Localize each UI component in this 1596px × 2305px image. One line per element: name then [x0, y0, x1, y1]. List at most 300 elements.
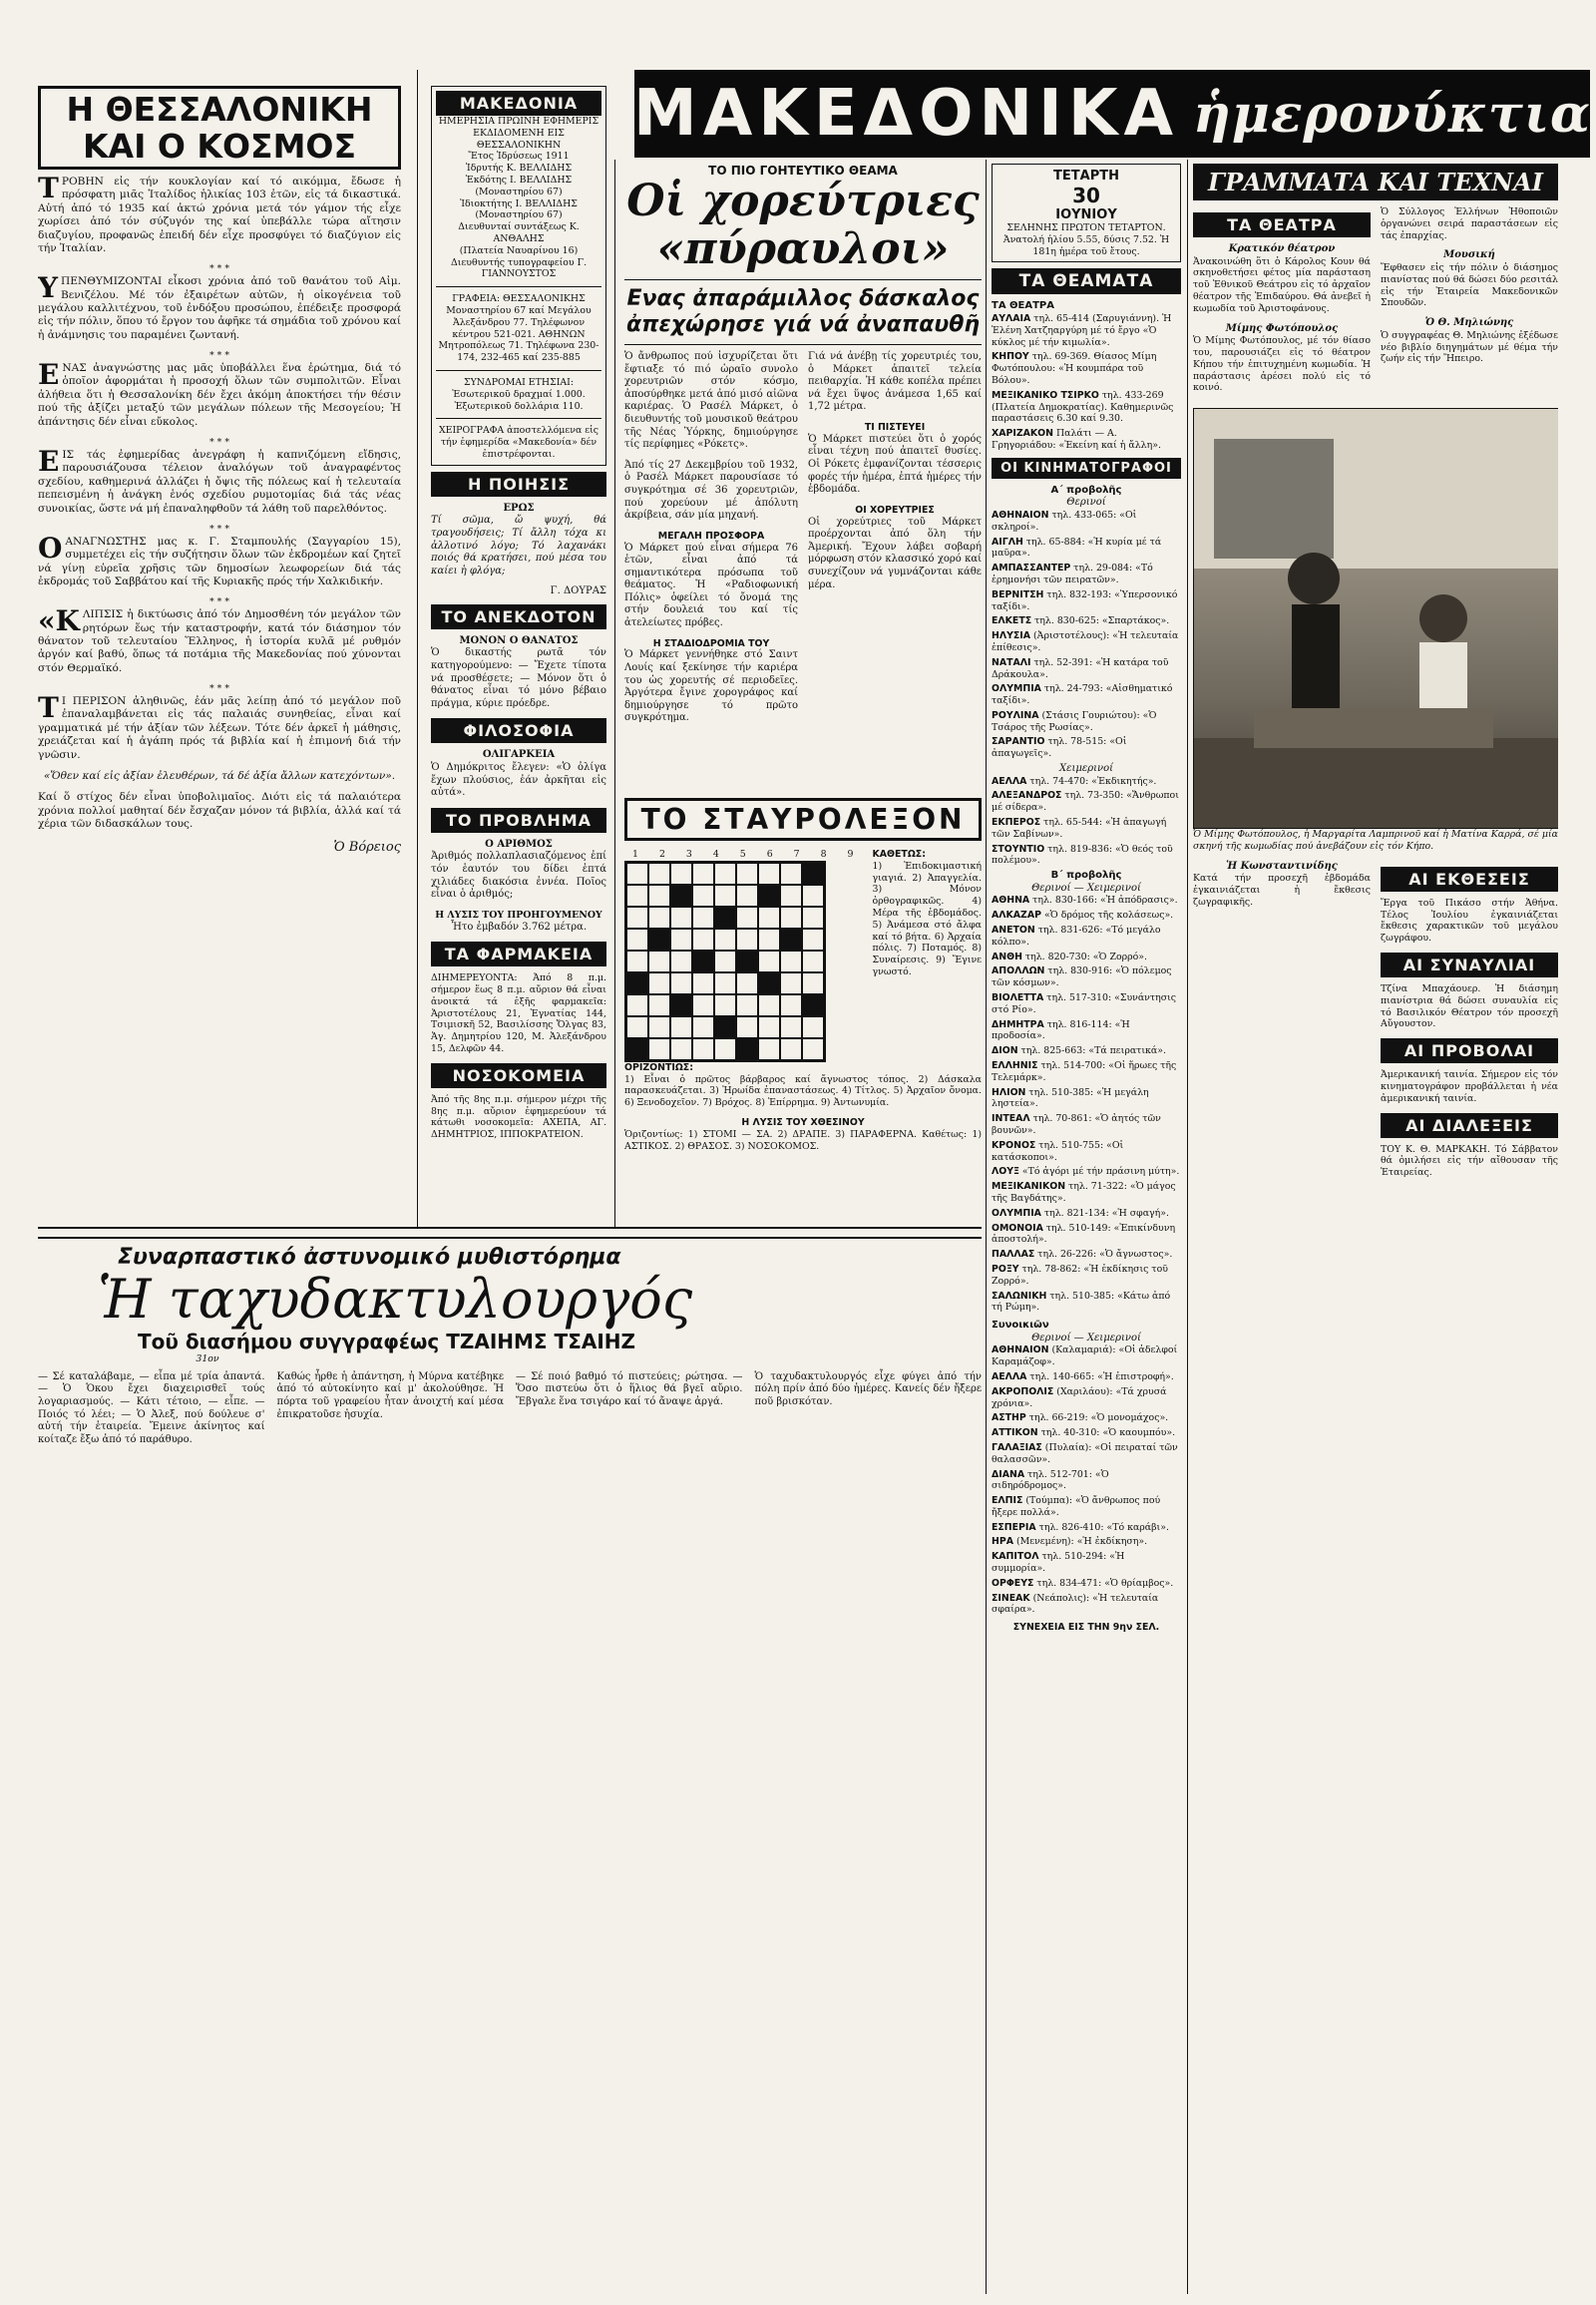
expo-text: Ἔργα τοῦ Πικάσο στήν Ἀθήνα. Τέλος Ἰουλίου ἐγκαινιάζεται ἔκθεσις χαρακτικῶν τοῦ μεγάλου ζωγράφου. [1381, 897, 1558, 945]
crossword-cell [802, 994, 824, 1016]
listing-name: ΟΜΟΝΟΙΑ [992, 1222, 1043, 1234]
crossword-cell [670, 972, 692, 994]
article-paragraph: ΤΙ ΠΕΡΙΣΟΝ ἀληθινῶς, ἐάν μᾶς λείπῃ ἀπό τό μεγάλον ποῦ ἐπαναλαμβάνεται εἰς τάς παλαιάς συνηθείας, εἶναι καί γραμματικά μέ τήν ἀξίαν τῶν λέξεων. Τότε δέν ἀρκεῖ ἡ μάθησις, χρειάζεται καί ἡ ἀγάπη πρός τά βιβλία καί ἡ ἐπιμονή διά τήν γνῶσιν. [38, 690, 401, 761]
crossword-cell [714, 885, 736, 907]
listing-name: ΡΟΥΛΙΝΑ [992, 709, 1039, 721]
concerts-title: ΑΙ ΣΥΝΑΥΛΙΑΙ [1381, 953, 1558, 977]
crossword-cell [736, 907, 758, 929]
listing-name: ΟΛΥΜΠΙΑ [992, 1207, 1041, 1219]
listing-text: τηλ. 832-193: «Ὑπερσονικό ταξίδι». [992, 588, 1178, 612]
crossword-cell [714, 929, 736, 951]
listing-text: τηλ. 825-663: «Τά πειρατικά». [1017, 1045, 1166, 1057]
listing-entry [992, 630, 1181, 654]
philosophy-subtitle: ΟΛΙΓΑΡΚΕΙΑ [482, 749, 556, 761]
listing-text: τηλ. 510-755: «Οἱ κατάσκοποι». [992, 1139, 1124, 1163]
listing-name: ΙΝΤΕΑΛ [992, 1113, 1030, 1125]
feature-paragraph: Ὁ Μάρκετ γεννήθηκε στό Σαιντ Λουίς καί ξεκίνησε τήν καριέρα του ὡς χορευτής σέ περιοδεῖες. Ἀργότερα ἔγινε χορογράφος καί δημιούργησε τό πρῶτο συγκρότημα. [624, 649, 798, 724]
painter-subtitle: Ἡ Κωνσταντινίδης [1226, 860, 1338, 872]
crossword-cell [758, 929, 780, 951]
crossword-cell [758, 1038, 780, 1060]
pharmacy-title: ΤΑ ΦΑΡΜΑΚΕΙΑ [431, 942, 606, 966]
listing-entry [992, 710, 1181, 734]
listing-entry [992, 1495, 1181, 1519]
listing-name: ΕΚΠΕΡΟΣ [992, 817, 1041, 829]
cinema-second-list [992, 895, 1181, 1314]
feature-paragraph: Ὁ Μάρκετ πού εἶναι σήμερα 76 ἐτῶν, εἶναι ἀπό τά σημαντικότερα πρόσωπα τοῦ θεάματος. Ἡ «Ραδιοφωνική Πόλις» ὀφείλει τό ὄνομά της στήν δουλειά του καί τίς ἀτελείωτες πρόβες. [624, 542, 798, 629]
crossword-cell [626, 972, 648, 994]
crossword-cell [758, 907, 780, 929]
listing-entry [992, 776, 1181, 788]
feature-paragraph: Ὁ Μάρκετ πιστεύει ὅτι ὁ χορός εἶναι τέχνη πού ἀπαιτεῖ θυσίες. Οἱ Ρόκετς ἐμφανίζονται τέσσερις φορές τήν ἡμέρα, ἐπτά ἡμέρες τήν ἑβδομάδα. [808, 433, 982, 496]
date-month: ΙΟΥΝΙΟΥ [1055, 207, 1117, 222]
philosophy-title: ΦΙΛΟΣΟΦΙΑ [431, 718, 606, 743]
shows-column [992, 164, 1181, 2298]
vertical-clues: 1) Ἐπιδοκιμαστική γιαγιά. 2) Ἀπαγγελία. 3) Μόνον ὀρθογραφικῶς. 4) Μέρα τῆς ἑβδομάδος. 5) Ἀνάμεσα στό ἄλφα καί τό βήτα. 6) Ἀρχαία πόλις. 7) Ποταμός. 8) Συναίρεσις. 9) Ἔγινε γνωστό. [872, 860, 982, 977]
makonis-subtitle: Ὁ Θ. Μηλιώνης [1424, 317, 1514, 329]
theatre-list [992, 313, 1181, 452]
crossword-cell [802, 1038, 824, 1060]
poem-author: Γ. ΔΟΥΡΑΣ [550, 585, 606, 597]
screenings-text: Ἀμερικανική ταινία. Σήμερον εἰς τόν κινηματογράφον προβάλλεται ἡ νέα ἀμερικανική ταινία. [1381, 1069, 1558, 1104]
listing-text: τηλ. 512-701: «Ὁ σιδηρόδρομος». [992, 1468, 1109, 1492]
listing-entry [992, 736, 1181, 760]
listing-entry [992, 1522, 1181, 1534]
listing-text: τηλ. 826-410: «Τό καράβι». [1035, 1521, 1169, 1533]
separator-stars: * * * [208, 596, 230, 608]
listing-text: τηλ. 70-861: «Ὁ ἀητός τῶν βουνῶν». [992, 1113, 1161, 1136]
feature-paragraph: Ὁ ἄνθρωπος πού ἰσχυρίζεται ὅτι ἔφτιαξε τό πιό ὡραῖο συνολο χορευτριῶν στόν κόσμο, ἀποσύρθηκε μετά ἀπό μισό αἰῶνα καριέρας. Ὁ Ρασέλ Μάρκετ, ὁ διευθυντής τοῦ μουσικοῦ θεάτρου τῆς Νέας Ὑόρκης, δημιούργησε τίς περίφημες «Ρόκετς». [624, 351, 798, 451]
crossword-cell [780, 994, 802, 1016]
listing-text: τηλ. 819-836: «Ὁ θεός τοῦ πολέμου». [992, 843, 1173, 867]
horizontal-label: ΟΡΙΖΟΝΤΙΩΣ: [624, 1061, 693, 1073]
theatre-photo-illustration [1194, 409, 1558, 828]
listing-text: τηλ. 834-471: «Ὁ θρίαμβος». [1033, 1577, 1174, 1589]
listing-name: ΣΑΡΑΝΤΙΟ [992, 736, 1045, 748]
feature-article [624, 164, 982, 787]
crossword-cell [648, 1038, 670, 1060]
novel-section [38, 1231, 982, 2298]
listing-name: ΒΙΟΛΕΤΤΑ [992, 992, 1044, 1004]
crossword-cell [780, 1016, 802, 1038]
listing-name: ΣΤΟΥΝΤΙΟ [992, 843, 1045, 855]
listing-entry [992, 1166, 1181, 1178]
listing-name: ΑΠΟΛΛΩΝ [992, 965, 1045, 977]
crossword-cell [714, 994, 736, 1016]
crossword-cell [736, 972, 758, 994]
first-run-label: Α΄ προβολῆς [1050, 484, 1122, 496]
letters-title: ΓΡΑΜΜΑΤΑ ΚΑΙ ΤΕΧΝΑΙ [1193, 164, 1558, 200]
listing-text: τηλ. 830-625: «Σπαρτάκος». [1031, 615, 1170, 627]
crossword-cell [736, 863, 758, 885]
feature-paragraph: Ἀπό τίς 27 Δεκεμβρίου τοῦ 1932, ὁ Ρασέλ Μάρκετ παρουσίασε τό συγκρότημα σέ 36 χορευτριῶν, πού χορεύουν μέ ἀπόλυτη ἀκρίβεια, σάν μία μηχανή. [624, 459, 798, 522]
closing-paragraph: Καί ὅ στίχος δέν εἶναι ὑποβολιμαῖος. Διότι εἰς τά παλαιότερα χρόνια πολλοί μαθηταί δέν ἔσχαζαν μόνον τά βιβλία, ἀλλά καί τά χέρια τῶν διδασκάλων τους. [38, 791, 401, 831]
listing-name: ΑΕΛΛΑ [992, 1370, 1027, 1382]
listing-text: τηλ. 69-369. Θίασος Μίμη Φωτόπουλου: «Ἡ κουμπάρα τοῦ Βόλου». [992, 351, 1157, 386]
listing-entry [992, 351, 1181, 386]
listing-text: τηλ. 24-793: «Αἰσθηματικό ταξίδι». [992, 683, 1173, 707]
listing-entry [992, 589, 1181, 613]
pharmacy-list: ΔΙΗΜΕΡΕΥΟΝΤΑ: Ἀπό 8 π.μ. σήμερον ἕως 8 π.μ. αὔριον θά εἶναι ἀνοικτά τά ἑξῆς φαρμακεῖα: Ἀριστοτέλους 21, Ἐγνατίας 144, Τσιμισκῆ 52, Βασιλίσσης Ὄλγας 83, Ἁγ. Δημητρίου 120, Μ. Ἀλεξάνδρου 15, Δελφῶν 44. [431, 972, 606, 1054]
crossword-grid [624, 861, 826, 1062]
listing-text: (Στάσις Γουριώτου): «Ὁ Τσάρος τῆς Ρωσίας». [992, 709, 1157, 733]
listing-entry [992, 844, 1181, 868]
listing-entry [992, 1536, 1181, 1548]
listing-name: ΧΑΡΙΖΑΚΟΝ [992, 428, 1053, 440]
listing-name: ΑΘΗΝΑ [992, 895, 1030, 907]
crossword-cell [802, 885, 824, 907]
listing-entry [992, 1442, 1181, 1466]
crossword-cell [692, 1016, 714, 1038]
crossword-cell [626, 863, 648, 885]
listing-entry [992, 615, 1181, 627]
crossword-cell [736, 929, 758, 951]
separator-stars: * * * [208, 437, 230, 449]
crossword-cell [758, 1016, 780, 1038]
crossword-cell [670, 1016, 692, 1038]
listing-name: ΑΣΤΗΡ [992, 1412, 1026, 1424]
theatre-label: ΤΑ ΘΕΑΤΡΑ [992, 300, 1055, 312]
listing-name: ΠΑΛΛΑΣ [992, 1249, 1035, 1261]
listing-text: Παλάτι — Α. Γρηγοριάδου: «Ἐκείνη καί ἡ ἄλλη». [992, 428, 1161, 451]
print-info: (Πλατεία Ναυαρίνου 16) Διευθυντής τυπογραφείου Γ. ΓΙΑΝΝΟΥΣΤΟΣ [450, 244, 588, 280]
listing-text: τηλ. 78-515: «Οἱ ἀπαγωγεῖς». [992, 736, 1127, 760]
feature-kicker: ΤΟ ΠΙΟ ΓΟΗΤΕΥΤΙΚΟ ΘΕΑΜΑ [708, 164, 898, 178]
founded-year: Ἔτος Ἱδρύσεως 1911 [468, 151, 570, 163]
section-rule [38, 1227, 982, 1229]
listing-text: τηλ. 140-665: «Ἡ ἐπιστροφή». [1026, 1370, 1174, 1382]
crossword-cell [714, 972, 736, 994]
feature-subheading: Η ΣΤΑΔΙΟΔΡΟΜΙΑ ΤΟΥ [652, 637, 770, 649]
listing-text: (Καλαμαριά): «Οἱ ἀδελφοί Καραμάζοφ». [992, 1345, 1178, 1368]
crossword-cell [692, 863, 714, 885]
separator-stars: * * * [208, 350, 230, 362]
novel-installment: 31ον [196, 1353, 219, 1364]
crossword-cell [626, 885, 648, 907]
crossword-cell [736, 1016, 758, 1038]
cinema-title: ΟΙ ΚΙΝΗΜΑΤΟΓΡΑΦΟΙ [992, 458, 1181, 479]
listing-entry [992, 657, 1181, 681]
quote: «Ὅθεν καί εἰς ἀξίαν ἐλευθέρων, τά δέ ἀξία ἄλλων κατεχόντων». [43, 770, 396, 782]
listing-text: τηλ. 820-730: «Ὁ Ζορρό». [1021, 951, 1148, 962]
novel-text: Καθώς ἦρθε ἡ ἀπάντηση, ἡ Μύρνα κατέβηκε ἀπό τό αὐτοκίνητο καί μ' ἀκολούθησε. Ἡ πόρτα τοῦ γραφείου ἦταν ἀνοιχτή καί μέσα ἐπικρατοῦσε ἡσυχία. [276, 1370, 504, 1420]
crossword-cell [758, 951, 780, 972]
cinema-summer-list [992, 510, 1181, 760]
listing-name: ΑΛΕΞΑΝΔΡΟΣ [992, 790, 1062, 802]
listing-text: (Χαριλάου): «Τά χρυσά χρόνια». [992, 1385, 1167, 1409]
anecdote: Ὁ δικαστής ρωτᾶ τόν κατηγορούμενο: — Ἔχετε τίποτα νά προσθέσετε; — Μόνον ὅτι ὁ θάνατος εἶναι τό μόνο βέβαιο πράγμα, κύριε πρόεδρε. [431, 647, 606, 709]
listing-text: τηλ. 26-226: «Ὁ ἄγνωστος». [1034, 1249, 1173, 1261]
feature-paragraph: Γιά νά ἀνέβῃ τίς χορευτριές του, ὁ Μάρκετ ἀπαιτεῖ τελεία πειθαρχία. Ἡ κάθε κοπέλα πρέπει νά ἔχει ὕψος ἀνάμεσα 1,65 καί 1,72 μέτρα. [808, 351, 982, 413]
crossword-cell [692, 1038, 714, 1060]
crossword-cell [670, 907, 692, 929]
photo-caption: Ὁ Μίμης Φωτόπουλος, ἡ Μαργαρίτα Λαμπρινοῦ καί ἡ Ματίνα Καρρά, σέ μία σκηνή τῆς κωμωδίας πού ἀνεβάζουν εἰς τόν Κήπο. [1193, 829, 1558, 852]
music-text: Ἔφθασεν εἰς τήν πόλιν ὁ διάσημος πιανίστας πού θά δώσει δύο ρεσιτάλ εἰς τήν Ἑταιρεία Μακεδονικῶν Σπουδῶν. [1381, 261, 1558, 309]
novel-title: Ἡ ταχυδακτυλουργός [98, 1268, 693, 1331]
listing-entry [992, 1345, 1181, 1368]
listing-entry [992, 1371, 1181, 1383]
listing-entry [992, 563, 1181, 586]
listing-text: τηλ. 71-322: «Ὁ μάγος τῆς Βαγδάτης». [992, 1181, 1176, 1204]
philosophy: Ὁ Δημόκριτος ἔλεγεν: «Ὁ ὀλίγα ἔχων πλούσιος, ἐάν ἀρκῆται εἰς αὐτά». [431, 762, 606, 799]
crossword-cell [736, 994, 758, 1016]
shows-footer: ΣΥΝΕΧΕΙΑ ΕΙΣ ΤΗΝ 9ην ΣΕΛ. [1012, 1622, 1160, 1634]
column-rule [614, 160, 615, 1227]
crossword-cell [802, 951, 824, 972]
listing-entry [992, 683, 1181, 707]
masthead-script: ἡμερονύκτια [1192, 83, 1592, 145]
crossword-cell [692, 929, 714, 951]
listing-entry [992, 390, 1181, 425]
founder: Ἱδρυτής Κ. ΒΕΛΛΙΔΗΣ [465, 163, 573, 175]
crossword-cell [758, 972, 780, 994]
listing-text: τηλ. 433-269 (Πλατεία Δημοκρατίας). Καθημερινῶς παραστάσεις 6.30 καί 9.30. [992, 389, 1174, 425]
listing-entry [992, 1578, 1181, 1590]
crossword-cell [736, 885, 758, 907]
listing-text: (Νεάπολις): «Ἡ τελευταία σφαίρα». [992, 1592, 1159, 1616]
listing-entry [992, 790, 1181, 814]
crossword-cell [692, 885, 714, 907]
feature-subheading: ΜΕΓΑΛΗ ΠΡΟΣΦΟΡΑ [657, 530, 765, 542]
listing-entry [992, 1019, 1181, 1043]
listing-name: ΑΚΡΟΠΟΛΙΣ [992, 1385, 1054, 1397]
painter-text: Κατά τήν προσεχῆ ἑβδομάδα ἐγκαινιάζεται ἡ ἔκθεσις ζωγραφικῆς. [1193, 873, 1371, 908]
signature: Ὁ Βόρειος [333, 839, 401, 855]
makedonia-logo: ΜΑΚΕΔΟΝΙΑ [436, 91, 601, 116]
listing-entry [992, 965, 1181, 989]
crossword-cell [648, 907, 670, 929]
listing-name: ΒΕΡΝΙΤΣΗ [992, 588, 1044, 600]
feature-subheading: ΤΙ ΠΙΣΤΕΥΕΙ [864, 421, 926, 433]
solution: Ἦτο ἐμβαδόν 3.762 μέτρα. [450, 921, 588, 933]
listing-text: τηλ. 830-166: «Ἡ ἀπόδρασις». [1029, 895, 1178, 907]
crossword-cell [802, 863, 824, 885]
listing-text: τηλ. 66-219: «Ὁ μονομάχος». [1025, 1412, 1169, 1424]
problem-subtitle: Ο ΑΡΙΘΜΟΣ [485, 838, 553, 850]
subscription: ΣΥΝΔΡΟΜΑΙ ΕΤΗΣΙΑΙ: Ἐσωτερικοῦ δραχμαί 1.000. Ἐξωτερικοῦ δολλάρια 110. [452, 376, 586, 412]
hospital-list: Ἀπό τῆς 8ης π.μ. σήμερον μέχρι τῆς 8ης π.μ. αὔριον ἐφημερεύουν τά κάτωθι νοσοκομεῖα: ΑΧΕΠΑ, ΑΓ. ΔΗΜΗΤΡΙΟΣ, ΙΠΠΟΚΡΑΤΕΙΟΝ. [431, 1093, 606, 1141]
office-address: ΓΡΑΦΕΙΑ: ΘΕΣΣΑΛΟΝΙΚΗΣ Μοναστηρίου 67 καί Μεγάλου Ἀλεξάνδρου 77. Τηλέφωνον κέντρου 521-021. ΑΘΗΝΩΝ Μητροπόλεως 71. Τηλέφωνα 230-174, 232-465 καί 235-885 [438, 293, 599, 364]
date-day: 30 [1072, 184, 1100, 207]
column-rule [1187, 160, 1188, 2294]
article-paragraph: ΥΠΕΝΘΥΜΙΖΟΝΤΑΙ εἶκοσι χρόνια ἀπό τοῦ θανάτου τοῦ Αἰμ. Βενιζέλου. Μέ τόν ἐξαιρέτων αὐτῶν, ἡ οἰκογένεια τοῦ μεγάλου καλλιτέχνου, τοῦ ἐνδόξου προσώπου, ἐπέδειξε προσφορά εἰς τήν πόλιν, ὅπου τό ἔργον του ἀφῆκε τά σημάδια τοῦ χρόνου καί ἡ ἀνάμνησις του παραμένει ζωντανή. [38, 271, 401, 341]
listing-entry [992, 1208, 1181, 1220]
crossword-cell [692, 994, 714, 1016]
listing-text: τηλ. 514-700: «Οἱ ἥρωες τῆς Τελεμάρκ». [992, 1060, 1177, 1083]
crossword-cell [648, 1016, 670, 1038]
left-banner: Η ΘΕΣΣΑΛΟΝΙΚΗ ΚΑΙ Ο ΚΟΣΜΟΣ [38, 86, 401, 170]
theatre-title: ΤΑ ΘΕΑΤΡΑ [1193, 212, 1371, 237]
article-paragraph: ΕΙΣ τάς ἐφημερίδας ἀνεγράφη ἡ καπνιζόμενη εἴδησις, παρουσιάζουσα τέλειον ἀναλόγων τοῦ ἀναγραφέντος σχεδίου, καθημερινά ἀλλάζει ἡ ὄψις τῆς πόλεως καί ἡ τελευταία πεπεισμένη ἡ ἀνάγκη ἑνός σχεδίου ρυμοτομίας διά τάς νέας συνοικίας, ὥστε νά μή ἐπαναληφθοῦν τά λάθη τοῦ παρελθόντος. [38, 444, 401, 515]
listing-name: ΝΑΤΑΛΙ [992, 656, 1031, 668]
listing-name: ΕΛΛΗΝΙΣ [992, 1060, 1038, 1071]
listing-text: τηλ. 52-391: «Ἡ κατάρα τοῦ Δράκουλα». [992, 656, 1169, 680]
poem: Τί σῶμα, ὤ ψυχή, θά τραγουδήσεις; Τί ἄλλη τόχα κι ἀλλοτινό λόγο; Τό λαχανάκι ποιός θά κρατήσει, πού μέσα του καίει ἡ φλόγα; [431, 515, 606, 576]
separator-stars: * * * [208, 683, 230, 695]
poetry-title: Η ΠΟΙΗΣΙΣ [431, 472, 606, 497]
article-paragraph: ΟΑΝΑΓΝΩΣΤΗΣ μας κ. Γ. Σταμπουλής (Σαγγαρίου 15), συμμετέχει εἰς τήν συζήτησιν ὅλων τῶν ἐκδρομέων καί ζητεῖ νά γίνῃ εὐρεῖα χρῆσις τῶν δημοσίων λεωφορείων διά τάς ἐκδρομάς τοῦ Σαββάτου καί τῆς Κυριακῆς πρός τήν Χαλκιδικήν. [38, 531, 401, 587]
listing-entry [992, 910, 1181, 922]
listing-name: ΡΟΞΥ [992, 1263, 1019, 1275]
listing-name: ΑΜΠΑΣΣΑΝΤΕΡ [992, 563, 1071, 575]
listing-text: (Πυλαία): «Οἱ πειραταί τῶν θαλασσῶν». [992, 1441, 1178, 1465]
crossword-cell [714, 951, 736, 972]
crossword-cell [780, 863, 802, 885]
crossword-solution-label: Η ΛΥΣΙΣ ΤΟΥ ΧΘΕΣΙΝΟΥ [741, 1116, 865, 1128]
listing-name: ΚΗΠΟΥ [992, 351, 1029, 363]
listing-text: τηλ. 40-310: «Ὁ καουμπόυ». [1037, 1427, 1176, 1439]
hospital-title: ΝΟΣΟΚΟΜΕΙΑ [431, 1063, 606, 1088]
section-masthead [634, 70, 1590, 158]
listing-text: (Τούμπα): «Ὁ ἄνθρωπος πού ἤξερε πολλά». [992, 1495, 1161, 1518]
vertical-label: ΚΑΘΕΤΩΣ: [872, 849, 926, 860]
novel-text: — Σέ καταλάβαμε, — εἶπα μέ τρία ἀπαντά. — Ὁ Ὁκου ἔχει διαχειρισθεῖ τούς λογαριασμούς. — Κάτι τέτοιο, — εἶπε. — Ποιός τό λέει; — Ὁ Ἀλεξ, πού δούλευε σ' αὐτή τήν ἑταιρεία. Ἔμεινε ἀκίνητος καί κοίταζε ἔξω ἀπό τό παράθυρο. [38, 1370, 265, 1445]
listing-entry [992, 1045, 1181, 1057]
feature-subhead: Ενας ἀπαράμιλλος δάσκαλος ἀπεχώρησε γιά νά ἀναπαυθῆ [626, 286, 980, 337]
listing-name: ΔΙΟΝ [992, 1045, 1018, 1057]
listing-name: ΣΙΝΕΑΚ [992, 1592, 1030, 1604]
second-run-label: Β΄ προβολῆς [1050, 870, 1122, 882]
listing-text: τηλ. 65-884: «Ἡ κυρία μέ τά μαῦρα». [992, 536, 1162, 560]
listing-name: ΕΣΠΕΡΙΑ [992, 1521, 1036, 1533]
listing-entry [992, 313, 1181, 348]
crossword-cell [648, 994, 670, 1016]
listing-text: «Τό ἀγόρι μέ τήν πράσινη μύτη». [1018, 1166, 1180, 1178]
listing-name: ΣΑΛΩΝΙΚΗ [992, 1290, 1047, 1302]
listing-name: ΑΤΤΙΚΟΝ [992, 1427, 1038, 1439]
separator-stars: * * * [208, 263, 230, 275]
crossword-cell [670, 994, 692, 1016]
crossword-cell [714, 863, 736, 885]
listing-entry [992, 1412, 1181, 1424]
column-rule [986, 160, 987, 2294]
listing-entry [992, 895, 1181, 907]
makedonia-info-box [431, 86, 606, 466]
listing-text: τηλ. 821-134: «Ἡ σφαγή». [1040, 1207, 1169, 1219]
anecdote-subtitle: ΜΟΝΟΝ Ο ΘΑΝΑΤΟΣ [459, 634, 579, 646]
listing-text: «Ὁ δρόμος τῆς κολάσεως». [1040, 910, 1174, 922]
crossword-cell [648, 929, 670, 951]
novel-text: Ὁ ταχυδακτυλουργός εἶχε φύγει ἀπό τήν πόλη πρίν ἀπό δύο ἡμέρες. Κανείς δέν ἤξερε ποῦ βρισκόταν. [754, 1370, 982, 1407]
article-paragraph: ΤΡΟΒΗΝ εἰς τήν κουκλογίαν καί τό αικόμμα, ἔδωσε ἡ πρόσφατη μιᾶς Ἰταλίδος ἡλικίας 103 ἐτῶν, εἰς τά δικαστικά. Αὐτή ἀπό τό 1935 καί ἀκτώ χρόνια μετά τόν γάμον τής εἶχε χωρίσει ἀπό τόν σύζυγόν της καί ὑπεβάλλε τώρα αἴτησιν διαζυγίου, προφανῶς ἐπειδή δέν εἶχε προσφύγει τό διαζύγιον εἰς τήν Ἰταλίαν. [38, 172, 401, 255]
crossword-cell [648, 885, 670, 907]
crossword-cell [626, 1016, 648, 1038]
publisher: Ἐκδότης Ι. ΒΕΛΛΙΔΗΣ (Μοναστηρίου 67) [465, 174, 573, 197]
listing-entry [992, 952, 1181, 963]
listing-text: τηλ. 73-350: «Ἄνθρωποι μέ σίδερα». [992, 790, 1179, 814]
listing-text: τηλ. 433-065: «Οἱ σκληροί». [992, 509, 1137, 533]
listing-name: ΔΙΑΝΑ [992, 1468, 1025, 1480]
cinema-winter-list [992, 776, 1181, 868]
crossword-cell [692, 951, 714, 972]
listing-entry [992, 1113, 1181, 1137]
crossword-cell [736, 951, 758, 972]
music-subtitle: Μουσική [1443, 249, 1495, 261]
listing-entry [992, 817, 1181, 841]
cinema-suburb-list [992, 1345, 1181, 1616]
listing-name: ΗΛΥΣΙΑ [992, 630, 1031, 642]
listing-name: ΑΙΓΛΗ [992, 536, 1023, 548]
listing-entry [992, 537, 1181, 561]
theatre-subtitle: Κρατικόν θέατρον [1228, 243, 1336, 254]
listing-name: ΑΝΘΗ [992, 951, 1022, 962]
concerts-text: Τζίνα Μπαχάουερ. Ἡ διάσημη πιανίστρια θά δώσει συναυλία εἰς τό Βασιλικόν Θέατρον τόν προσεχῆ Αὔγουστον. [1381, 982, 1558, 1030]
article-paragraph: «ΚΛΙΠΣΙΣ ἡ δικτύωσις ἀπό τόν Δημοσθένη τόν μεγάλον τῶν ρητόρων ἕως τήν καταστροφήν, κατά τόν διάσημον τόν θάνατον τοῦ τελευταίου Ἕλληνος, ἡ ἱστορία κυλᾶ μέ ρυθμόν ἀργόν καί βαθύ, ὅπως τά ποτάμια τῆς Μακεδονίας πού χύνονται στόν Θερμαϊκό. [38, 604, 401, 674]
listing-name: ΟΛΥΜΠΙΑ [992, 683, 1041, 695]
listing-name: ΟΡΦΕΥΣ [992, 1577, 1034, 1589]
listing-text: τηλ. 74-470: «Ἐκδικητής». [1026, 775, 1157, 787]
listing-entry [992, 992, 1181, 1016]
fotopoulos-text: Ὁ Μίμης Φωτόπουλος, μέ τόν θίασο του, παρουσιάζει εἰς τό θέατρον Κήπου τήν ἐπιτυχημένη κωμωδία. Ἡ παράστασις ἀρέσει πολύ εἰς τό κοινό. [1193, 335, 1371, 394]
listing-text: τηλ. 830-916: «Ὁ πόλεμος τῶν κόσμων». [992, 965, 1172, 989]
crossword-cell [802, 1016, 824, 1038]
crossword-cell [714, 1016, 736, 1038]
listing-entry [992, 1060, 1181, 1084]
crossword-cell [780, 972, 802, 994]
crossword-solution: Ὁριζοντίως: 1) ΣΤΟΜΙ — ΣΑ. 2) ΔΡΑΠΕ. 3) ΠΑΡΑΦΕΡΝΑ. Καθέτως: 1) ΑΣΤΙΚΟΣ. 2) ΘΡΑΣΟΣ. 3) ΝΟΣΟΚΟΜΟΣ. [624, 1128, 982, 1152]
listing-entry [992, 510, 1181, 534]
listing-text: τηλ. 510-385: «Ἡ μεγάλη ληστεία». [992, 1086, 1149, 1110]
crossword-cell [758, 863, 780, 885]
listing-text: τηλ. 510-385: «Κάτω ἀπό τή Ρώμη». [992, 1290, 1171, 1314]
listing-name: ΑΛΚΑΖΑΡ [992, 910, 1041, 922]
crossword-cell [626, 1038, 648, 1060]
listing-entry [992, 1593, 1181, 1617]
crossword-cell [780, 951, 802, 972]
crossword-cell [670, 929, 692, 951]
listing-name: ΑΘΗΝΑΙΟΝ [992, 509, 1049, 521]
feature-headline: Οἱ χορεύτριες «πύραυλοι» [626, 176, 980, 274]
novel-text: — Σέ ποιό βαθμό τό πιστεύεις; ρώτησα. — Ὅσο πιστεύω ὅτι ὁ ἥλιος θά βγεῖ αὔριο. Ἔβγαλε ἕνα τσιγάρο καί τό ἄναψε ἀργά. [516, 1370, 743, 1407]
crossword-cell [670, 1038, 692, 1060]
crossword-cell [758, 994, 780, 1016]
listing-text: τηλ. 510-149: «Ἐπικίνδυνη ἀποστολή». [992, 1222, 1176, 1246]
listing-name: ΕΛΚΕΤΣ [992, 615, 1032, 627]
listing-text: τηλ. 816-114: «Ἡ προδοσία». [992, 1018, 1130, 1042]
novel-author: Τοῦ διασήμου συγγραφέως ΤΖΑΙΗΜΣ ΤΣΑΙΗΖ [138, 1330, 636, 1353]
article-paragraph: ΕΝΑΣ ἀναγνώστης μας μᾶς ὑποβάλλει ἕνα ἐρώτημα, διά τό ὁποῖον ἀφορμάται ἡ προσοχή ὅλων τῶν συμπολιτῶν. Εἶναι ἀλήθεια ὅτι ἡ Θεσσαλονίκη δέν ἔχει ἀκόμη ἀποκτήσει τήν θέσιν πού τῆς ἀξίζει μεταξύ τῶν μεγάλων πόλεων τῆς Μεσογείου; Ἡ ἀπάντησις δέν εἶναι εὔκολος. [38, 358, 401, 428]
masthead-title: ΜΑΚΕΔΟΝΙΚΑ [633, 77, 1179, 151]
listing-name: ΗΡΑ [992, 1536, 1013, 1548]
listing-text: τηλ. 517-310: «Συνάντησις στό Ρίο». [992, 992, 1177, 1015]
crossword-cell [780, 907, 802, 929]
listing-text: τηλ. 78-862: «Ἡ ἐκδίκησις τοῦ Ζορρό». [992, 1263, 1168, 1287]
theatre-text: Ἀνακοινώθη ὅτι ὁ Κάρολος Κουν θά σκηνοθετήσει φέτος μία παράσταση τοῦ Ἐθνικοῦ Θεάτρου εἰς τό ἀρχαῖον θέατρον τῆς Ἐπιδαύρου. Θά ἀνεβεῖ ἡ κωμωδία τοῦ Ἀριστοφάνους. [1193, 255, 1371, 314]
listing-name: ΜΕΞΙΚΑΝΙΚΟΝ [992, 1181, 1066, 1193]
listing-entry [992, 1551, 1181, 1575]
listing-name: ΑΕΛΛΑ [992, 775, 1027, 787]
crossword-cell [648, 863, 670, 885]
makonis-text: Ὁ συγγραφέας Θ. Μηλιώνης ἐξέδωσε νέο βιβλίο διηγημάτων μέ θέμα τήν ζωήν εἰς τήν Ἤπειρο. [1381, 329, 1558, 365]
anecdote-title: ΤΟ ΑΝΕΚΔΟΤΟΝ [431, 604, 606, 629]
directors: Διευθυνταί συντάξεως Κ. ΑΝΘΑΛΗΣ [458, 221, 580, 244]
crossword-column-numbers: 1 2 3 4 5 6 7 8 9 [632, 849, 863, 860]
listing-name: ΜΕΞΙΚΑΝΙΚΟ ΤΣΙΡΚΟ [992, 389, 1099, 401]
listing-name: ΚΑΠΙΤΟΛ [992, 1551, 1039, 1563]
crossword-cell [626, 907, 648, 929]
listing-name: ΕΛΠΙΣ [992, 1495, 1023, 1507]
left-column [38, 86, 401, 1217]
expo-title: ΑΙ ΕΚΘΕΣΕΙΣ [1381, 867, 1558, 892]
listing-text: τηλ. 29-084: «Τό ἐρημονήσι τῶν πειρατῶν». [992, 563, 1153, 585]
crossword-cell [736, 1038, 758, 1060]
listing-name: ΛΟΥΞ [992, 1166, 1019, 1178]
solution-label: Η ΛΥΣΙΣ ΤΟΥ ΠΡΟΗΓΟΥΜΕΝΟΥ [435, 909, 602, 921]
crossword-cell [780, 1038, 802, 1060]
listing-entry [992, 925, 1181, 949]
suburb-mixed-label: Θερινοί — Χειμερινοί [1031, 1332, 1141, 1344]
crossword-cell [802, 929, 824, 951]
crossword-cell [758, 885, 780, 907]
